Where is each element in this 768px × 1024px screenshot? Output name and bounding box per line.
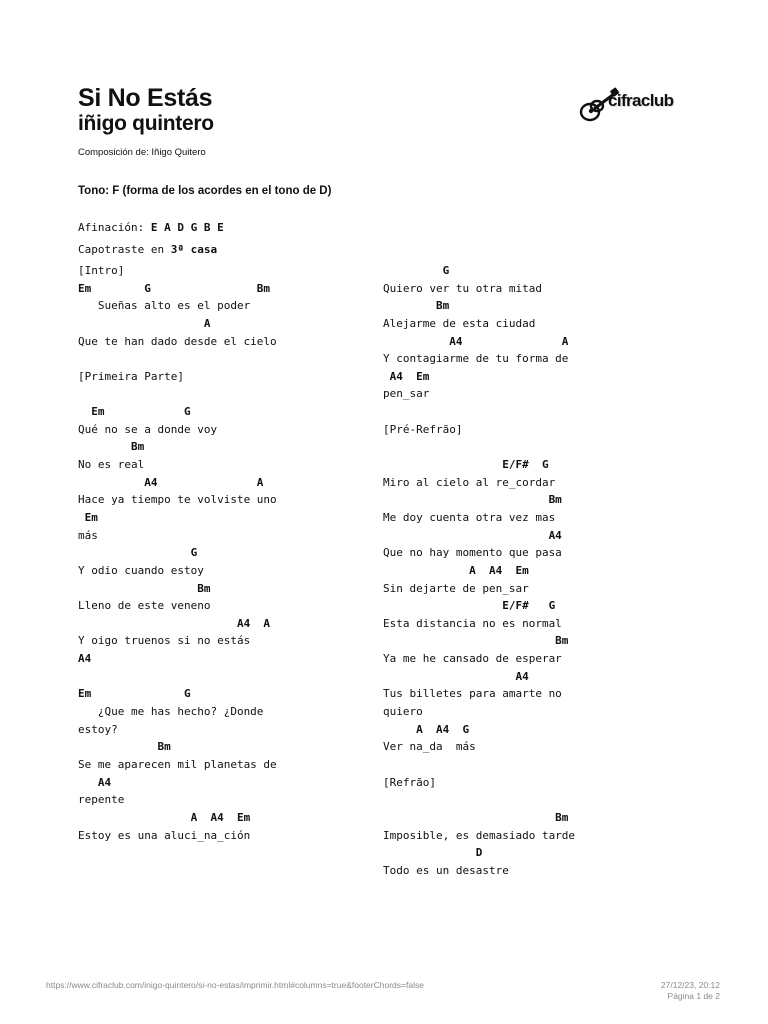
lyric-line: [Refrão] — [383, 775, 436, 789]
lyric-line: Me doy cuenta otra vez mas — [383, 510, 556, 524]
lyric-line: Y contagiarme de tu forma de — [383, 352, 569, 366]
key-info: Tono: F (forma de los acordes en el tono de D) — [78, 185, 332, 197]
lyric-line: Qué no se a donde voy — [78, 422, 218, 436]
footer-url: https://www.cifraclub.com/inigo-quintero/si-no-estas/imprimir.html#columns=true&footerChords=false — [46, 980, 424, 990]
lyric-line: estoy? — [78, 722, 118, 736]
lyric-line — [383, 791, 575, 809]
chord-line[interactable]: A4 A — [383, 334, 569, 348]
chord-line[interactable]: E/F# G — [383, 458, 549, 472]
footer-meta — [661, 980, 720, 1002]
chord-line[interactable]: Em G Bm — [78, 281, 271, 295]
composer-credit: Composición de: Iñigo Quitero — [78, 147, 206, 158]
lyric-line: [Primeira Parte] — [78, 369, 184, 383]
lyric-line: Que te han dado desde el cielo — [78, 334, 277, 348]
chord-line[interactable]: Bm — [383, 810, 569, 824]
chord-line[interactable]: A4 Em — [383, 369, 430, 383]
chord-line[interactable]: A4 — [78, 775, 112, 789]
tuning-label: Afinación: — [78, 221, 151, 234]
lyric-line — [383, 756, 575, 774]
lyric-line: Ver na_da más — [383, 740, 476, 754]
chord-line[interactable]: Bm — [78, 740, 171, 754]
lyric-line: Se me aparecen mil planetas de — [78, 757, 277, 771]
lyric-line — [78, 385, 277, 403]
chord-line[interactable]: Em — [78, 510, 98, 524]
song-title: Si No Estás — [78, 84, 213, 112]
lyric-line: Alejarme de esta ciudad — [383, 316, 536, 330]
lyric-line: [Intro] — [78, 264, 125, 277]
lyric-line: Ya me he cansado de esperar — [383, 652, 562, 666]
lyric-line: Hace ya tiempo te volviste uno — [78, 493, 277, 507]
lyric-line: repente — [78, 793, 125, 807]
tuning-value: E A D G B E — [150, 221, 224, 234]
lyric-line: Y odio cuando estoy — [78, 563, 204, 577]
chord-line[interactable]: Bm — [78, 440, 145, 454]
lyric-line: Lleno de este veneno — [78, 599, 211, 613]
chord-line[interactable]: A A4 Em — [78, 810, 251, 824]
artist-name[interactable]: iñigo quintero — [78, 112, 214, 135]
footer-datetime: 27/12/23, 20:12 — [660, 980, 720, 990]
lyric-line: [Pré-Refrão] — [383, 422, 463, 436]
lyric-line: Tus billetes para amarte no — [383, 687, 562, 701]
capo-value: 3ª casa — [170, 243, 218, 256]
chord-line[interactable]: Bm — [383, 634, 569, 648]
lyric-line: Estoy es una aluci_na_ción — [78, 828, 251, 842]
chord-line[interactable]: Em G — [78, 687, 191, 701]
lyric-line: Esta distancia no es normal — [383, 616, 562, 630]
lyrics-column-right — [383, 262, 575, 879]
lyric-line: Que no hay momento que pasa — [383, 546, 562, 560]
cifraclub-logo — [578, 84, 682, 128]
chord-line[interactable]: A — [78, 316, 211, 330]
chord-line[interactable]: Bm — [78, 581, 211, 595]
lyric-line — [383, 438, 575, 456]
chord-line[interactable]: A A4 G — [383, 722, 470, 736]
chord-line[interactable]: A4 A — [78, 616, 271, 630]
capo-line — [78, 241, 217, 259]
lyric-line: No es real — [78, 458, 145, 472]
chord-line[interactable]: A4 — [383, 528, 562, 542]
chord-line[interactable]: A4 A — [78, 475, 264, 489]
chord-line[interactable]: G — [383, 264, 450, 277]
chord-line[interactable]: E/F# G — [383, 599, 556, 613]
chord-line[interactable]: A A4 Em — [383, 563, 529, 577]
logo-text: cifraclub — [608, 91, 674, 110]
lyric-line: más — [78, 528, 98, 542]
chord-line[interactable]: Bm — [383, 493, 562, 507]
chord-line[interactable]: Bm — [383, 299, 450, 313]
lyric-line: ¿Que me has hecho? ¿Donde — [78, 705, 264, 719]
capo-label: Capotraste en — [78, 243, 171, 256]
chord-line[interactable]: G — [78, 546, 198, 560]
lyric-line: Imposible, es demasiado tarde — [383, 828, 576, 842]
chord-line[interactable]: A4 — [383, 669, 529, 683]
lyric-line: Sueñas alto es el poder — [78, 299, 251, 313]
lyrics-column-left — [78, 262, 277, 844]
lyric-line: pen_sar — [383, 387, 430, 401]
lyric-line: Quiero ver tu otra mitad — [383, 281, 542, 295]
lyric-line — [78, 350, 277, 368]
chord-line[interactable]: Em G — [78, 405, 191, 419]
lyric-line — [383, 403, 575, 421]
footer-page-number: Página 1 de 2 — [667, 991, 720, 1001]
lyric-line: Todo es un desastre — [383, 863, 509, 877]
lyric-line: Sin dejarte de pen_sar — [383, 581, 529, 595]
lyric-line: Miro al cielo al re_cordar — [383, 475, 556, 489]
chord-line[interactable]: A4 — [78, 652, 92, 666]
lyric-line: Y oigo truenos si no estás — [78, 634, 251, 648]
lyric-line: quiero — [383, 705, 423, 719]
chord-line[interactable]: D — [383, 846, 483, 860]
tuning-line — [78, 219, 224, 237]
lyric-line — [78, 668, 277, 686]
